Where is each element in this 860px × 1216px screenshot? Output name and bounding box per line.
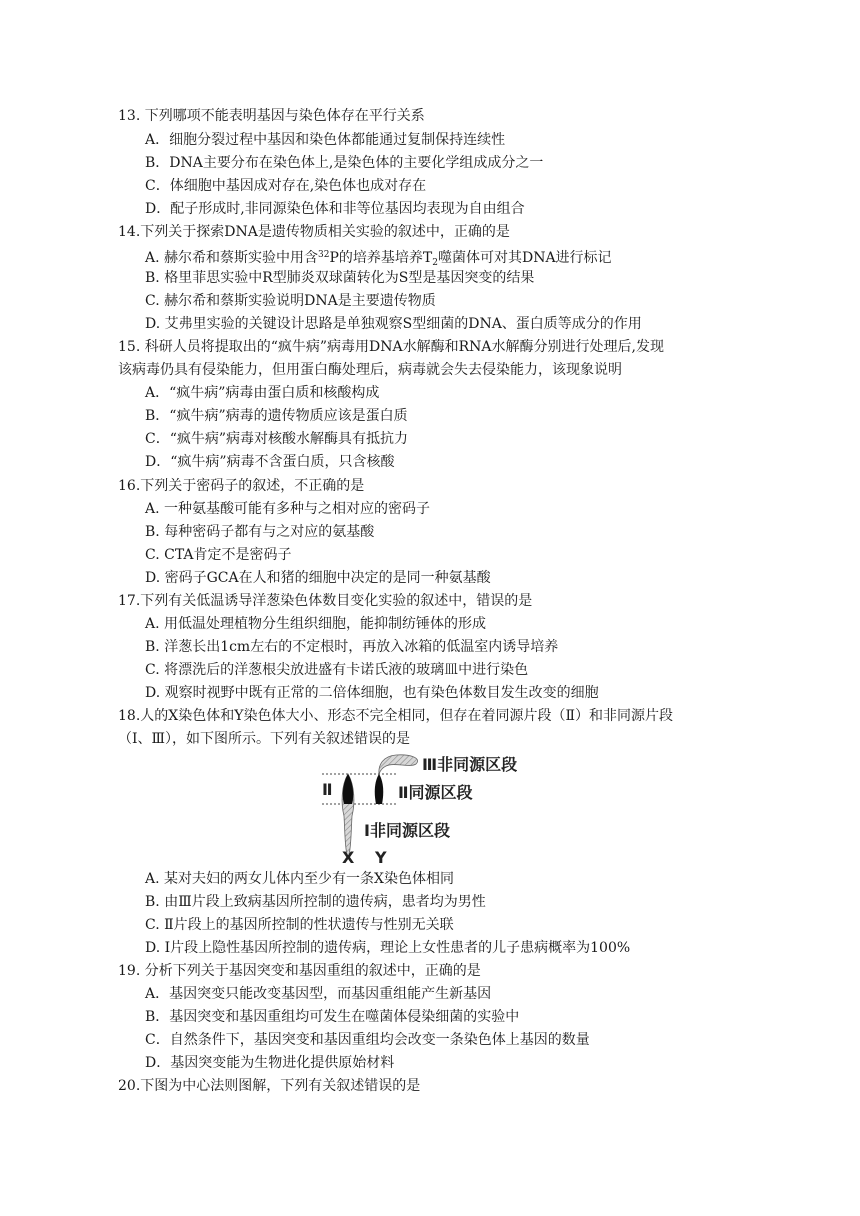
label-region-ii: Ⅱ同源区段 (398, 783, 473, 802)
x-homologous-segment (343, 774, 353, 804)
question-18-option-c: C. Ⅱ片段上的基因所控制的性状遗传与性别无关联 (145, 917, 454, 933)
question-14-option-b: B. 格里菲思实验中R型肺炎双球菌转化为S型是基因突变的结果 (145, 270, 535, 286)
y-non-homologous-segment (379, 755, 418, 774)
question-13-option-a: A．细胞分裂过程中基因和染色体都能通过复制保持连续性 (145, 132, 506, 148)
question-16-stem: 16.下列关于密码子的叙述，不正确的是 (118, 478, 365, 494)
question-15-stem-line2: 该病毒仍具有侵染能力，但用蛋白酶处理后，病毒就会失去侵染能力，该现象说明 (118, 362, 622, 378)
question-13-option-c: C．体细胞中基因成对存在,染色体也成对存在 (145, 178, 427, 194)
label-region-iii: Ⅲ非同源区段 (422, 755, 518, 774)
question-16-option-d: D. 密码子GCA在人和猪的细胞中决定的是同一种氨基酸 (145, 570, 491, 586)
question-18-stem-line1: 18.人的X染色体和Y染色体大小、形态不完全相同，但存在着同源片段（Ⅱ）和非同源片段 (118, 708, 673, 724)
question-14-option-d: D. 艾弗里实验的关键设计思路是单独观察S型细菌的DNA、蛋白质等成分的作用 (145, 316, 642, 332)
question-16-option-c: C. CTA肯定不是密码子 (145, 547, 292, 563)
question-18-option-d: D. Ⅰ片段上隐性基因所控制的遗传病，理论上女性患者的儿子患病概率为100% (145, 940, 631, 956)
xy-chromosome-figure (318, 750, 548, 868)
option-text: P的培养基培养T (329, 250, 433, 266)
question-19-option-b: B．基因突变和基因重组均可发生在噬菌体侵染细菌的实验中 (145, 1009, 520, 1025)
y-homologous-segment (375, 774, 383, 804)
question-13-stem: 13. 下列哪项不能表明基因与染色体存在平行关系 (118, 108, 425, 124)
question-15-option-c: C．“疯牛病”病毒对核酸水解酶具有抵抗力 (145, 431, 409, 447)
question-19-option-c: C．自然条件下，基因突变和基因重组均会改变一条染色体上基因的数量 (145, 1032, 590, 1048)
question-15-stem-line1: 15. 科研人员将提取出的“疯牛病”病毒用DNA水解酶和RNA水解酶分别进行处理后,发现 (118, 339, 664, 355)
option-text: A. 赫尔希和蔡斯实验中用含 (145, 250, 319, 266)
question-19-option-a: A．基因突变只能改变基因型，而基因重组能产生新基因 (145, 986, 492, 1002)
question-14-stem: 14.下列关于探索DNA是遗传物质相关实验的叙述中，正确的是 (118, 224, 510, 240)
question-15-option-a: A．“疯牛病”病毒由蛋白质和核酸构成 (145, 385, 380, 401)
question-19-stem: 19. 分析下列关于基因突变和基因重组的叙述中，正确的是 (118, 963, 481, 979)
subscript-2: 2 (432, 258, 438, 268)
label-y-chromosome: Y (375, 848, 387, 867)
question-17-option-d: D. 观察时视野中既有正常的二倍体细胞，也有染色体数目发生改变的细胞 (145, 685, 599, 701)
question-17-option-c: C. 将漂洗后的洋葱根尖放进盛有卡诺氏液的玻璃皿中进行染色 (145, 662, 529, 678)
question-14-option-a (145, 245, 612, 268)
label-x-chromosome: X (342, 848, 355, 867)
question-15-option-d: D．“疯牛病”病毒不含蛋白质，只含核酸 (145, 454, 395, 470)
label-region-i: Ⅰ非同源区段 (364, 821, 450, 840)
question-16-option-a: A. 一种氨基酸可能有多种与之相对应的密码子 (145, 501, 431, 517)
superscript-32: 32 (318, 250, 330, 260)
question-13-option-d: D．配子形成时,非同源染色体和非等位基因均表现为自由组合 (145, 201, 525, 217)
question-18-stem-line2: （Ⅰ、Ⅲ），如下图所示。下列有关叙述错误的是 (118, 731, 411, 747)
question-13-option-b: B．DNA主要分布在染色体上,是染色体的主要化学组成成分之一 (145, 155, 544, 171)
question-20-stem: 20.下图为中心法则图解，下列有关叙述错误的是 (118, 1078, 421, 1094)
question-16-option-b: B. 每种密码子都有与之对应的氨基酸 (145, 524, 375, 540)
question-17-option-b: B. 洋葱长出1cm左右的不定根时，再放入冰箱的低温室内诱导培养 (145, 639, 559, 655)
option-text: 噬菌体可对其DNA进行标记 (437, 250, 612, 266)
label-region-ii-left: Ⅱ (322, 780, 333, 799)
question-17-option-a: A. 用低温处理植物分生组织细胞，能抑制纺锤体的形成 (145, 616, 487, 632)
question-17-stem: 17.下列有关低温诱导洋葱染色体数目变化实验的叙述中，错误的是 (118, 593, 533, 609)
question-15-option-b: B．“疯牛病”病毒的遗传物质应该是蛋白质 (145, 408, 408, 424)
question-18-option-a: A. 某对夫妇的两女儿体内至少有一条X染色体相同 (145, 871, 454, 887)
question-18-option-b: B. 由Ⅲ片段上致病基因所控制的遗传病，患者均为男性 (145, 894, 486, 910)
question-19-option-d: D．基因突变能为生物进化提供原始材料 (145, 1055, 395, 1071)
question-14-option-c: C. 赫尔希和蔡斯实验说明DNA是主要遗传物质 (145, 293, 436, 309)
